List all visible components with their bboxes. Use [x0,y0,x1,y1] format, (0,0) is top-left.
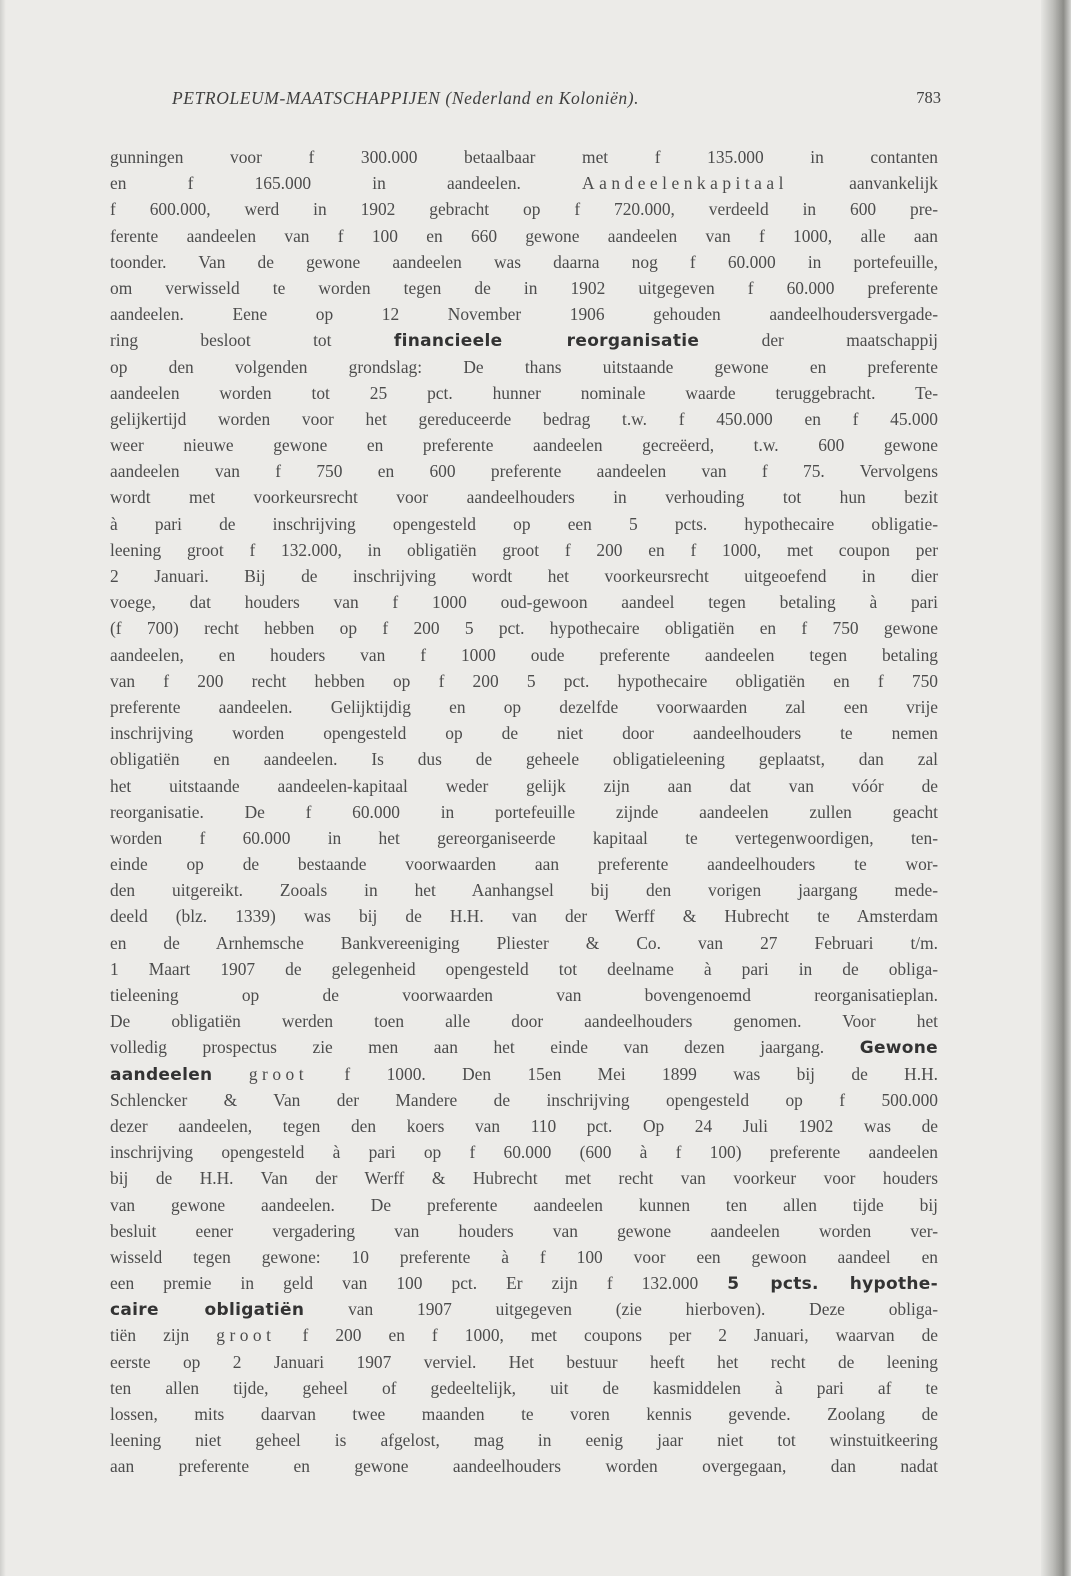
text-line [110,1427,938,1453]
text-line [110,563,938,589]
text-segment: van gewone aandeelen. De preferente aandeelen kunnen ten allen tijde bij [110,1194,938,1215]
text-segment: inschrijving opengesteld à pari op f 60.000 (600 à f 100) preferente aandeelen [110,1142,938,1163]
text-segment: weer nieuwe gewone en preferente aandeelen gecreëerd, t.w. 600 gewone [110,435,938,456]
text-line [110,484,938,510]
text-segment: preferente aandeelen. Gelijktijdig en op dezelfde voorwaarden zal een vrije [110,696,938,717]
bold-heading-segment: caire obligatiën [110,1300,305,1321]
text-segment: Schlencker & Van der Mandere de inschrijving opengesteld op f 500.000 [110,1089,938,1110]
spaced-emphasis-segment: groot [248,1063,309,1084]
text-line [110,354,938,380]
text-segment: 1 Maart 1907 de gelegenheid opengesteld tot deelname à pari in de obliga- [110,958,938,979]
text-segment: reorganisatie. De f 60.000 in portefeuille zijnde aandeelen zullen geacht [110,801,938,822]
text-segment: voege, dat houders van f 1000 oud-gewoon aandeel tegen betaling à pari [110,592,938,613]
text-line [110,406,938,432]
text-segment: wisseld tegen gewone: 10 preferente à f 100 voor een gewoon aandeel en [110,1246,938,1267]
text-segment: aandeelen. Eene op 12 November 1906 gehouden aandeelhoudersvergade- [110,304,938,325]
text-segment: wordt met voorkeursrecht voor aandeelhouders in verhouding tot hun bezit [110,487,938,508]
text-line [110,275,938,301]
text-segment: dezer aandeelen, tegen den koers van 110 pct. Op 24 Juli 1902 was de [110,1115,938,1136]
text-segment [212,1064,248,1084]
text-line [110,956,938,982]
text-line [110,694,938,720]
text-line [110,589,938,615]
text-line [110,930,938,956]
text-line [110,1322,938,1348]
text-segment: den uitgereikt. Zooals in het Aanhangsel bij den vorigen jaargang mede- [110,880,938,901]
text-line [110,511,938,537]
text-line [110,327,938,353]
spaced-emphasis-segment: groot [216,1325,276,1346]
text-segment: volledig prospectus zie men aan het einde van dezen jaargang. [110,1037,860,1058]
text-segment: inschrijving worden opengesteld op de niet door aandeelhouders te nemen [110,723,938,744]
text-segment: en f 165.000 in aandeelen. [110,173,583,194]
text-segment: aandeelen van f 750 en 600 preferente aandeelen van f 75. Vervolgens [110,461,938,482]
text-segment: eerste op 2 Januari 1907 verviel. Het bestuur heeft het recht de leening [110,1351,938,1372]
text-segment: f 600.000, werd in 1902 gebracht op f 720.000, verdeeld in 600 pre- [110,199,938,220]
text-segment: op den volgenden grondslag: De thans uitstaande gewone en preferente [110,356,938,377]
text-segment: tieleening op de voorwaarden van bovengenoemd reorganisatieplan. [110,985,938,1005]
text-segment: om verwisseld te worden tegen de in 1902 uitgegeven f 60.000 preferente [110,277,938,298]
text-line [110,1192,938,1218]
text-line [110,196,938,222]
text-segment: De obligatiën werden toen alle door aandeelhouders genomen. Voor het [110,1011,938,1032]
text-segment: leening niet geheel is afgelost, mag in eenig jaar niet tot winstuitkeering [110,1430,938,1451]
text-segment: ring besloot tot [110,330,394,351]
text-line [110,1061,938,1087]
text-line [110,170,938,196]
text-segment: leening groot f 132.000, in obligatiën groot f 200 en f 1000, met coupon per [110,539,938,560]
page-number: 783 [916,88,941,107]
text-line [110,1113,938,1139]
bold-heading-segment: Gewone [859,1038,938,1059]
text-line [110,144,938,170]
text-line [110,903,938,929]
text-line [110,746,938,772]
text-segment: (f 700) recht hebben op f 200 5 pct. hypothecaire obligatiën en f 750 gewone [110,618,938,639]
text-segment: bij de H.H. Van der Werff & Hubrecht met recht van voorkeur voor houders [110,1168,938,1189]
text-line [110,458,938,484]
text-line [110,615,938,641]
text-line [110,1453,938,1479]
text-line [110,223,938,249]
text-line [110,877,938,903]
text-line [110,1349,938,1375]
text-line [110,851,938,877]
text-segment: f 200 en f 1000, met coupons per 2 Januari, waarvan de [275,1325,938,1346]
text-segment: van 1907 uitgegeven (zie hierboven). Deze obliga- [304,1299,938,1320]
text-line [110,1087,938,1113]
text-segment: toonder. Van de gewone aandeelen was daarna nog f 60.000 in portefeuille, [110,251,938,272]
text-segment: van f 200 recht hebben op f 200 5 pct. hypothecaire obligatiën en f 750 [110,670,938,691]
text-segment: gelijkertijd worden voor het gereduceerde bedrag t.w. f 450.000 en f 45.000 [110,408,938,429]
text-segment: deeld (blz. 1339) was bij de H.H. van der Werff & Hubrecht te Amsterdam [110,906,938,927]
text-segment: aandeelen, en houders van f 1000 oude preferente aandeelen tegen betaling [110,644,938,665]
text-line [110,668,938,694]
spaced-emphasis-segment: Aandeelenkapitaal [582,173,788,194]
text-segment: het uitstaande aandeelen-kapitaal weder gelijk zijn aan dat van vóór de [110,775,938,796]
running-header [172,88,941,114]
bold-heading-segment: 5 pcts. hypothe- [727,1274,938,1295]
text-line [110,1165,938,1191]
text-line [110,380,938,406]
text-line [110,1270,938,1296]
text-line [110,720,938,746]
text-segment: besluit eener vergadering van houders van gewone aandeelen worden ver- [110,1220,938,1241]
text-line [110,1218,938,1244]
text-line [110,642,938,668]
text-line [110,799,938,825]
text-line [110,982,938,1008]
text-segment: een premie in geld van 100 pct. Er zijn f 132.000 [110,1273,728,1294]
running-header-title: PETROLEUM-MAATSCHAPPIJEN (Nederland en Koloniën). [172,88,640,108]
bold-heading-segment: financieele reorganisatie [393,331,700,352]
text-line [110,249,938,275]
text-line [110,1244,938,1270]
bold-heading-segment: aandeelen [110,1064,213,1085]
text-line [110,432,938,458]
text-segment: aanvankelijk [787,173,938,194]
text-segment: aandeelen worden tot 25 pct. hunner nominale waarde teruggebracht. Te- [110,382,938,403]
text-segment: lossen, mits daarvan twee maanden te voren kennis gevende. Zoolang de [110,1404,938,1424]
text-line [110,537,938,563]
text-segment: à pari de inschrijving opengesteld op een 5 pcts. hypothecaire obligatie- [110,513,938,534]
text-segment: der maatschappij [699,330,938,351]
text-segment: aan preferente en gewone aandeelhouders worden overgegaan, dan nadat [110,1456,938,1477]
text-line [110,1139,938,1165]
text-segment: en de Arnhemsche Bankvereeniging Pliester & Co. van 27 Februari t/m. [110,932,938,953]
body-text [110,144,938,1480]
text-segment: f 1000. Den 15en Mei 1899 was bij de H.H. [308,1063,938,1084]
text-line [110,1034,938,1060]
text-segment: einde op de bestaande voorwaarden aan preferente aandeelhouders te wor- [110,854,938,875]
text-line [110,773,938,799]
text-line [110,825,938,851]
text-segment: ferente aandeelen van f 100 en 660 gewone aandeelen van f 1000, alle aan [110,225,938,246]
text-segment: obligatiën en aandeelen. Is dus de geheele obligatieleening geplaatst, dan zal [110,749,938,770]
text-line [110,301,938,327]
text-segment: gunningen voor f 300.000 betaalbaar met f 135.000 in contanten [110,147,938,167]
scan-left-edge [0,0,6,1576]
text-segment: tiën zijn [110,1325,217,1346]
text-line [110,1375,938,1401]
book-binding-edge [1041,0,1071,1576]
text-segment: 2 Januari. Bij de inschrijving wordt het voorkeursrecht uitgeoefend in dier [110,566,938,586]
text-line [110,1296,938,1322]
text-line [110,1401,938,1427]
text-segment: worden f 60.000 in het gereorganiseerde kapitaal te vertegenwoordigen, ten- [110,827,938,848]
text-segment: ten allen tijde, geheel of gedeeltelijk, uit de kasmiddelen à pari af te [110,1377,938,1398]
text-line [110,1008,938,1034]
